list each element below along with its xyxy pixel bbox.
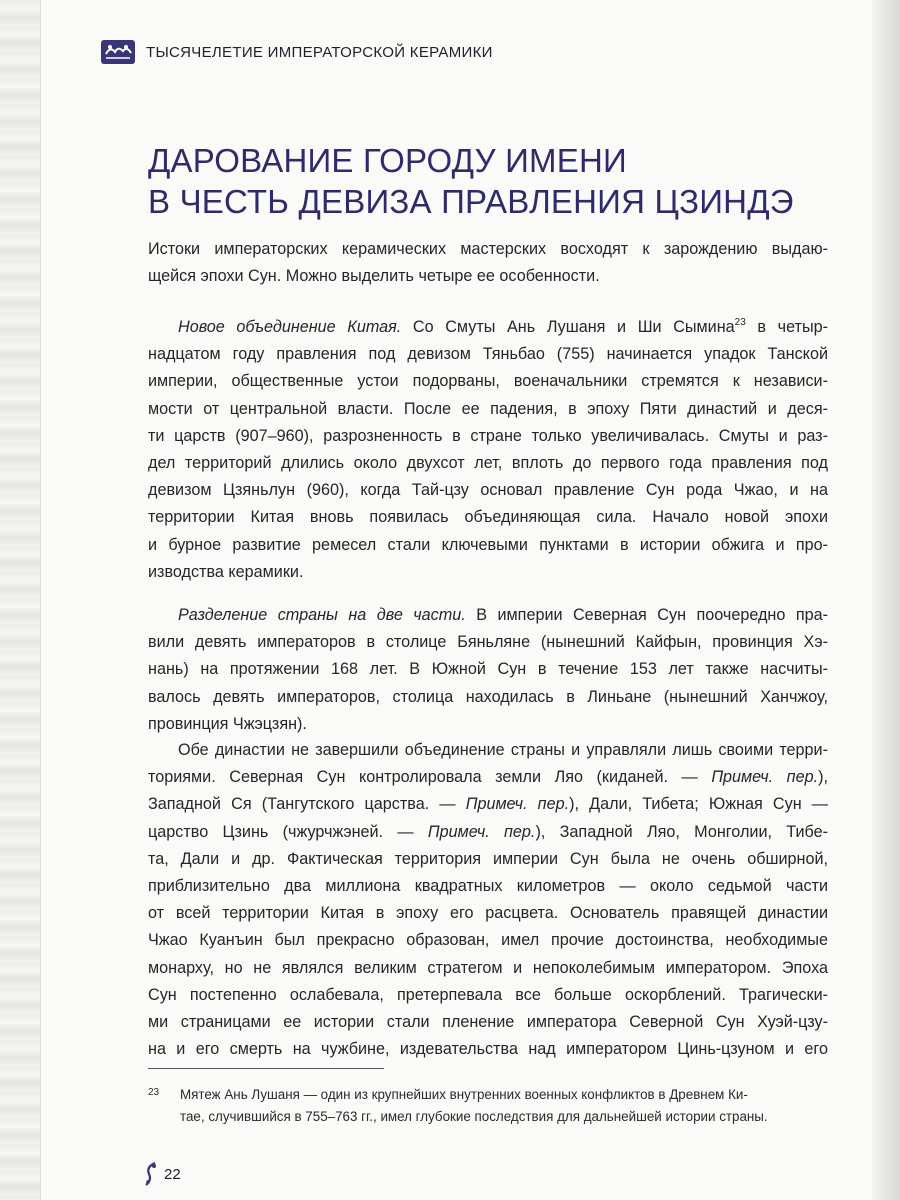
folio: [142, 1160, 181, 1188]
text-line: валось девять императоров, столица находилась в Линьане (нынешний Ханчжоу,: [148, 687, 828, 706]
text-line: вили девять императоров в столице Бяньляне (нынешний Кайфын, провинция Хэ-: [148, 633, 828, 652]
text-line: ми страницами ее истории стали пленение императора Северной Сун Хуэй-цзу-: [148, 1013, 828, 1032]
text-line: и бурное развитие ремесел стали ключевыми пунктами в истории обжига и про-: [148, 535, 828, 554]
text-line: Чжао Куанъин был прекрасно образован, имел прочие достоинства, необходимые: [148, 931, 828, 950]
text-run: ), Западной Ляо, Монголии, Тибе-: [535, 822, 829, 841]
text-run: ), Дали, Тибета; Южная Сун —: [569, 795, 828, 814]
text-line: от всей территории Китая в эпоху его расцвета. Основатель правящей династии: [148, 904, 828, 923]
text-line: [148, 819, 828, 846]
text-line: территории Китая вновь появилась объединяющая сила. Начало новой эпохи: [148, 508, 828, 527]
chapter-title-line-2: В ЧЕСТЬ ДЕВИЗА ПРАВЛЕНИЯ ЦЗИНДЭ: [148, 183, 794, 220]
section-heading: Разделение страны на две части.: [178, 606, 466, 624]
text-line: мости от центральной власти. После ее падения, в эпоху Пяти династий и деся-: [148, 399, 828, 418]
translator-note: Примеч. пер.: [711, 768, 819, 787]
text-line: провинция Чжэцзян).: [148, 714, 307, 733]
text-run: в четыр-: [745, 318, 829, 336]
text-line: приблизительно два миллиона квадратных километров — около седьмой части: [148, 877, 828, 896]
running-header: [100, 38, 493, 66]
chapter-title-line-1: ДАРОВАНИЕ ГОРОДУ ИМЕНИ: [148, 142, 627, 179]
text-line: [148, 764, 828, 791]
text-line: та, Дали и др. Фактическая территория империи Сун была не очень обширной,: [148, 849, 828, 868]
text-line: [148, 602, 828, 629]
running-head-title: ТЫСЯЧЕЛЕТИЕ ИМПЕРАТОРСКОЙ КЕРАМИКИ: [146, 43, 493, 61]
text-line: империи, общественные устои подорваны, военачальники стремятся к независи-: [148, 372, 828, 391]
text-line: девизом Цзяньлун (960), когда Тай-цзу основал правление Сун рода Чжао, и на: [148, 481, 828, 500]
text-line: щейся эпохи Сун. Можно выделить четыре ее особенности.: [148, 267, 600, 286]
footnote-line: тае, случившийся в 755–763 гг., имел глубокие последствия для дальнейшей истории страны.: [180, 1109, 768, 1124]
translator-note: Примеч. пер.: [427, 822, 536, 841]
translator-note: Примеч. пер.: [465, 795, 570, 814]
footnote-reference[interactable]: 23: [734, 317, 746, 328]
text-line: дел территорий длились около двухсот лет, вплоть до первого года правления под: [148, 454, 828, 473]
text-line: нань) на протяжении 168 лет. В Южной Сун в течение 153 лет также насчиты-: [148, 660, 828, 679]
text-run: ториями. Северная Сун контролировала земли Ляо (киданей. —: [148, 768, 712, 787]
text-line: монарху, но не являлся великим стратегом и непоколебимым императором. Эпоха: [148, 958, 828, 977]
chapter-title: [148, 140, 794, 222]
text-run: В империи Северная Сун поочередно пра-: [465, 606, 829, 624]
text-run: ),: [818, 768, 828, 787]
footnote-body: [180, 1084, 838, 1128]
text-line: Обе династии не завершили объединение страны и управляли лишь своими терри-: [178, 741, 828, 759]
text-line: надцатом году правления под девизом Тяньбао (755) начинается упадок Танской: [148, 345, 828, 364]
text-line: изводства керамики.: [148, 562, 304, 581]
page-edge-shadow: [872, 0, 900, 1200]
text-run: царство Цзинь (чжурчжэней. —: [148, 822, 428, 841]
text-line: [148, 314, 828, 341]
ornament-cloud-icon: [100, 38, 136, 66]
text-line: [148, 791, 828, 818]
footnote-divider: [148, 1068, 384, 1069]
footnote-line: Мятеж Ань Лушаня — один из крупнейших внутренних военных конфликтов в Древнем Ки-: [180, 1087, 748, 1102]
intro-paragraph: [148, 236, 828, 290]
text-line: ти царств (907–960), разрозненность в стране только увеличивалась. Смуты и раз-: [148, 426, 828, 445]
text-run: Со Смуты Ань Лушаня и Ши Сымина: [401, 318, 735, 336]
footnote: [148, 1084, 838, 1128]
ornament-curl-icon: [142, 1160, 160, 1188]
page-gutter-strip: [0, 0, 41, 1200]
section-dynasties: [148, 737, 828, 1063]
section-heading: Новое объединение Китая.: [178, 318, 402, 336]
footnote-number: 23: [148, 1087, 160, 1098]
text-run: Западной Ся (Тангутского царства. —: [148, 795, 466, 814]
section-two-parts: [148, 602, 828, 738]
page-number: 22: [164, 1165, 181, 1183]
text-line: на и его смерть на чужбине, издевательства над императором Цинь-цзуном и его: [148, 1040, 828, 1059]
text-line: Сун постепенно ослабевала, претерпевала все больше оскорблений. Трагически-: [148, 985, 828, 1004]
section-new-unification: [148, 314, 828, 586]
text-line: Истоки императорских керамических мастерских восходят к зарождению выдаю-: [148, 240, 828, 258]
